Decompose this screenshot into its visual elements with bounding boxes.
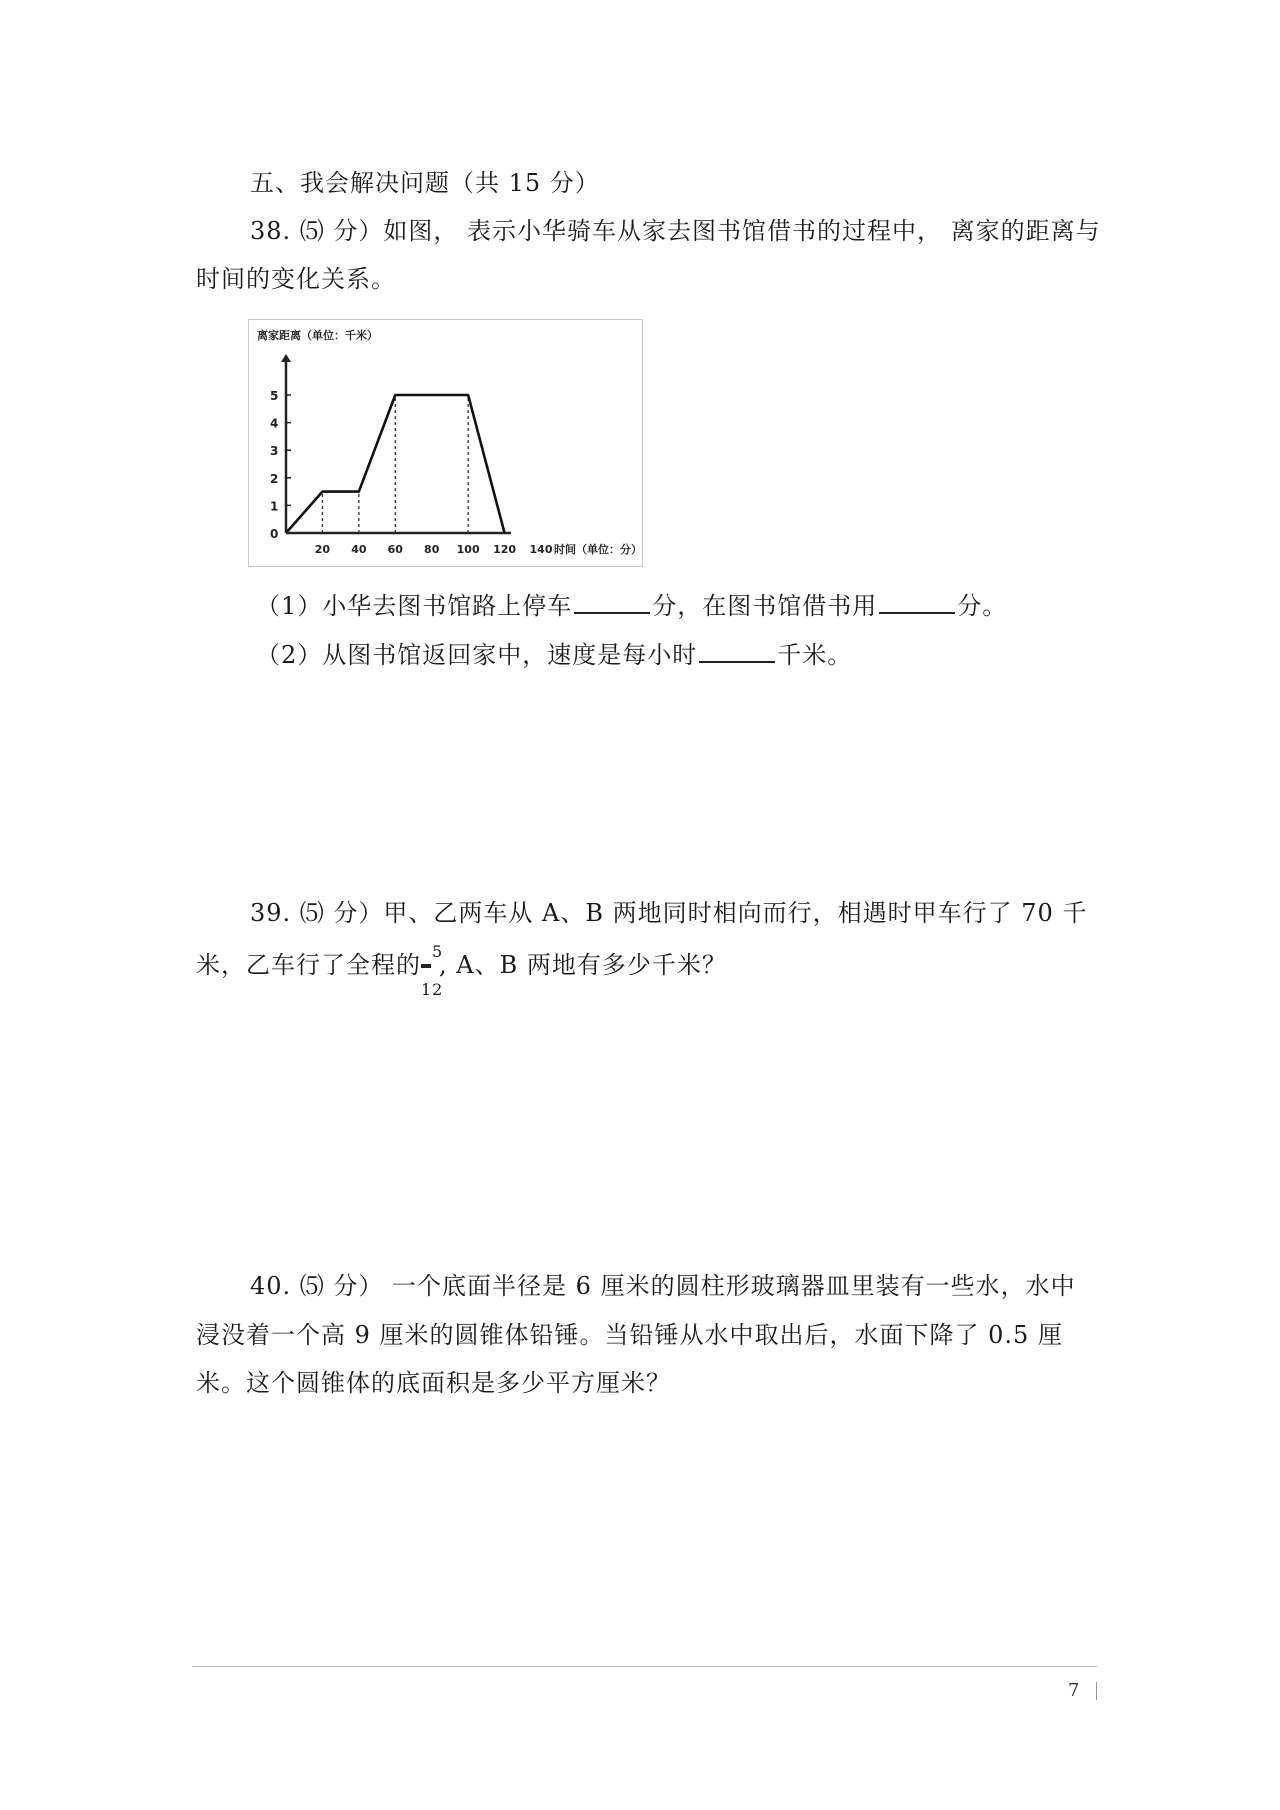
x-tick-label: 100 — [456, 543, 480, 556]
q38-sub2 — [256, 637, 852, 672]
q39-line1: 39. ⑸ 分）甲、乙两车从 A、B 两地同时相向而行，相遇时甲车行了 70 千 — [250, 899, 1088, 927]
fraction-5-12 — [421, 942, 444, 999]
y-axis-arrow — [281, 354, 291, 362]
y-tick-label: 1 — [270, 499, 279, 514]
y-tick-label: 5 — [270, 389, 279, 403]
chart-canvas — [249, 320, 642, 566]
y-tick-label: 4 — [270, 416, 279, 431]
q38-sub1-text-c: 分。 — [957, 592, 1008, 620]
footer-divider — [192, 1666, 1097, 1667]
fraction-numerator: 5 — [432, 942, 444, 961]
x-tick-label: 20 — [314, 543, 331, 556]
q39-line2-text-a: 米，乙车行了全程的 — [196, 951, 421, 979]
q38-sub1-text-a: （1）小华去图书馆路上停车 — [256, 592, 573, 620]
distance-time-chart — [248, 319, 643, 567]
q38-sub1-text-b: 分，在图书馆借书用 — [652, 592, 878, 620]
x-tick-label: 80 — [424, 543, 440, 556]
q38-line1: 38. ⑸ 分）如图， 表示小华骑车从家去图书馆借书的过程中， 离家的距离与 — [250, 217, 1101, 245]
x-tick-label: 140 — [529, 543, 553, 556]
x-tick-label: 40 — [351, 543, 367, 556]
answer-blank-borrow-time[interactable] — [879, 588, 955, 614]
page-number: 7 — [1068, 1680, 1080, 1701]
answer-blank-return-speed[interactable] — [699, 637, 775, 663]
answer-blank-stop-time[interactable] — [574, 588, 650, 614]
q40-line2: 浸没着一个高 9 厘米的圆锥体铅锤。当铅锤从水中取出后，水面下降了 0.5 厘 — [196, 1321, 1063, 1349]
q40-line3: 米。这个圆锥体的底面积是多少平方厘米？ — [196, 1369, 671, 1397]
x-tick-label: 60 — [387, 543, 403, 556]
q39-line2 — [196, 942, 727, 999]
q38-line2: 时间的变化关系。 — [196, 265, 396, 293]
page-number-separator — [1096, 1682, 1097, 1700]
origin-label: 0 — [270, 527, 279, 541]
fraction-bar — [421, 964, 431, 968]
q40-line1: 40. ⑸ 分） 一个底面半径是 6 厘米的圆柱形玻璃器皿里装有一些水，水中 — [250, 1272, 1076, 1300]
q38-sub1 — [256, 588, 1007, 623]
section-title: 五、我会解决问题（共 15 分） — [250, 169, 600, 197]
y-tick-label: 3 — [270, 444, 279, 459]
x-tick-label: 120 — [493, 543, 517, 556]
chart-title: 离家距离（单位：千米） — [257, 329, 378, 342]
y-tick-label: 2 — [270, 471, 279, 486]
fraction-denominator: 12 — [421, 980, 444, 999]
q38-sub2-text-a: （2）从图书馆返回家中，速度是每小时 — [256, 641, 698, 669]
q39-line2-text-b: , A、B 两地有多少千米？ — [439, 951, 727, 979]
q38-sub2-text-b: 千米。 — [777, 641, 853, 669]
x-axis-title: 时间（单位：分） — [554, 543, 642, 556]
